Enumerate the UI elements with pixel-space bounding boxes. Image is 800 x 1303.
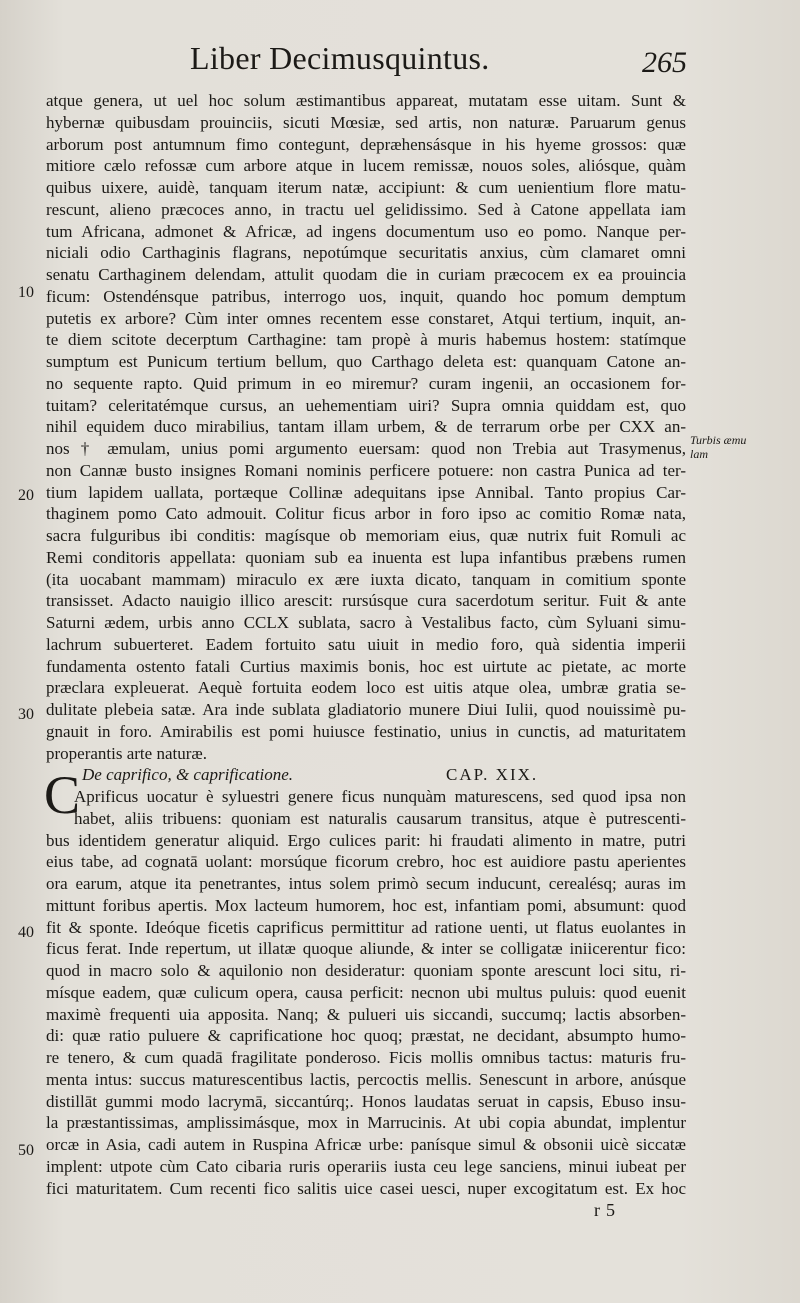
text-line: di: quæ ratio puluere & caprificatione hoc quoq; præstat, ne decidant, absumpto humo-: [46, 1026, 686, 1046]
text-line: [46, 1199, 686, 1221]
text-line: senatu Carthaginem delendam, attulit quodam die in curiam præcocem ex ea prouincia: [46, 265, 686, 284]
text-line: re tenero, & cum quadā fragilitate ponderoso. Ficis mollis omnibus tactus: maturis fru-: [46, 1048, 686, 1067]
text-line: hybernæ quibusdam prouinciis, sicuti Mœsiæ, sed artis, non naturæ. Paruarum genus: [46, 112, 686, 132]
text-line: sumptum est Punicum tertium bellum, quo Carthago deleta est: quanquam Catone an-: [46, 352, 686, 371]
text-line: arborum post antumnum fimo contegunt, depræhensásque in his hyeme grossos: quæ: [46, 134, 686, 154]
main-text: [46, 90, 686, 1221]
chapter-heading: [46, 764, 686, 786]
page-number: 265: [642, 46, 687, 79]
text-line: (ita uocabant mammam) miraculo ex ære iuxta dicato, tanquam in comitium sponte: [46, 569, 686, 589]
text-line: Saturni ædem, urbis anno CCLX sublata, sacro à Vestalibus facto, cùm Syluani simu-: [46, 613, 686, 632]
text-line: tuitam? celeritatémque cursus, an uehementiam uiri? Supra omnia quiddam est, quo: [46, 395, 686, 415]
line-number-50: 50: [18, 1142, 34, 1159]
text-line: non Cannæ busto insignes Romani nominis perficere potuere: non castra Punica ad ter-: [46, 460, 686, 480]
text-line: fundamenta ostento fatali Curtius maximis bonis, hoc est uirtute ac pietate, ac morte: [46, 656, 686, 676]
text-line: thaginem pomo Cato admouit. Colitur ficus arbor in foro ipso ac comitio Romæ nata,: [46, 504, 686, 524]
text-line: habet, aliis tribuens: quoniam est naturalis causarum transitus, atque è putrescenti-: [74, 808, 686, 828]
text-line: lachrum subuerteret. Eadem fortuito satu uiuit in medio foro, quà sidentia imperii: [46, 634, 686, 654]
text-line: niciali odio Carthaginis flagrans, nepotúmque securitatis anxius, cùm clamaret omni: [46, 243, 686, 263]
text-line: fici maturitatem. Cum recenti fico salitis uice casei uesci, nuper excogitatum est. Ex hoc: [46, 1178, 686, 1198]
text-line: la præstantissimas, amplissimásque, mox in Marrucinis. At ubi copia abundat, implentur: [46, 1113, 686, 1133]
signature-mark: r5: [594, 1200, 621, 1220]
text-line: mittunt foribus apertis. Mox lacteum humorem, hoc est, infantiam pomi, absumunt: quod: [46, 895, 686, 915]
text-line: sacra fulguribus ibi conditis: magísque ob memoriam eius, quæ nutrix fuit Romuli ac: [46, 526, 686, 545]
text-line: dulitate plebeia satæ. Ara inde sublata gladiatorio munere Diui Iulii, quod nouissimè pu-: [46, 700, 686, 719]
text-line: quod in macro solo & aquilonio non desideratur: quoniam sponte arescunt loci situ, ri-: [46, 961, 686, 980]
text-line: implent: utpote cùm Cato cibaria ruris operariis iusta ceu lege sanciens, minui iubeat per: [46, 1156, 686, 1176]
text-line: Aprificus uocatur è syluestri genere ficus nunquàm maturescens, sed quod ipsa non: [74, 787, 686, 806]
text-line: gnauit in foro. Amirabilis est pomi huiusce festinatio, unius in cunctis, ad maturitatem: [46, 721, 686, 741]
text-line: ora earum, atque ita penetrantes, intus solem primò secum inducunt, cerealésq; auras im: [46, 874, 686, 893]
text-line: ficus ferat. Inde repertum, ut illatæ quoque aliunde, & inter se colligatæ iniicerentur fico:: [46, 939, 686, 959]
text-line: præclara expleuerat. Aequè fortuita eodem loco est uitis atque olea, umbræ gratia se-: [46, 678, 686, 698]
drop-cap-initial: C: [44, 765, 81, 825]
line-number-40: 40: [18, 924, 34, 941]
text-line: eius tabe, ad cognatā uolant: morsúque ficorum crebro, hoc est auidiore pastu aperientes: [46, 852, 686, 872]
line-number-30: 30: [18, 706, 34, 723]
chapter-number: CAP. XIX.: [446, 765, 539, 785]
text-line: bus identidem generatur aliquid. Ergo culices parit: hi fraudati alimento in matre, putri: [46, 830, 686, 850]
text-line: maximè frequenti uia apposita. Nanq; & pulueri uis siccandi, succumq; lactis absorben-: [46, 1004, 686, 1024]
text-line: nihil equidem duco mirabilius, tantam illam urbem, & de terrarum orbe per CXX an-: [46, 417, 686, 437]
text-line: putetis ex arbore? Cùm inter omnes recentem esse constaret, Atqui tertium, inquit, an-: [46, 308, 686, 328]
text-line: rescunt, alieno præcoces anno, in tractu uel gelidissimo. Sed à Catone appellata iam: [46, 199, 686, 219]
text-line: distillāt gummi modo lacrymā, siccantúrq;. Honos laudatas seruat in capsis, Ebuso insu-: [46, 1091, 686, 1111]
text-line: atque genera, ut uel hoc solum æstimantibus appareat, mutatam esse uitam. Sunt &: [46, 91, 686, 110]
text-line: no sequente rapto. Quid primum in eo miremur? curam ingenii, an occasionem for-: [46, 373, 686, 393]
text-line: properantis arte naturæ.: [46, 743, 207, 763]
text-line: te diem scitote decerptum Carthagine: tam propè à muris habemus hostem: statímque: [46, 330, 686, 350]
text-line: nos † æmulam, unius pomi argumento euersam: quod non Trebia aut Trasymenus,: [46, 439, 686, 458]
text-line: orcæ in Asia, cadi autem in Ruspina Africæ urbe: panísque simul & obsonii uicè siccatæ: [46, 1135, 686, 1154]
text-line: transisset. Adacto nauigio illico arescit: rursúsque cura sacerdotum seritur. Fuit & ante: [46, 591, 686, 611]
text-line: ficum: Ostendénsque patribus, interrogo uos, inquit, quando hoc pomum demptum: [46, 286, 686, 306]
text-line: mísque eadem, quæ culicum opera, causa perficit: necnon ubi multus puluis: quod euenit: [46, 982, 686, 1002]
text-line: mitiore cælo refossæ cum arbore atque in lucem remissæ, nouos soles, aliósque, quàm: [46, 156, 686, 176]
line-number-10: 10: [18, 284, 34, 301]
text-line: Remi conditoris appellata: quoniam sub ea inuenta est lupa infantibus præbens rumen: [46, 547, 686, 567]
text-line: menta intus: succus maturescentibus lactis, percoctis mellis. Senescunt in arbore, anúsque: [46, 1069, 686, 1089]
line-number-20: 20: [18, 487, 34, 504]
text-line: tum Africana, admonet & Africæ, ad ingens documentum uso eo pomo. Nanque per-: [46, 221, 686, 241]
text-line: quibus uixere, auidè, tanquam iterum natæ, accipiunt: & cum uenientium flore matu-: [46, 178, 686, 197]
chapter-title: De caprifico, & caprificatione.: [82, 765, 294, 785]
marginal-note: Turbis æmu lam: [690, 433, 747, 461]
text-line: fit & sponte. Ideóque ficetis caprificus permittitur ad ratione uenti, ut flatus euolantes in: [46, 917, 686, 937]
running-head: Liber Decimusquintus.: [190, 40, 490, 76]
text-line: tium lapidem uallata, portæque Collinæ adequitans ipse Annibal. Tanto propius Car-: [46, 482, 686, 502]
